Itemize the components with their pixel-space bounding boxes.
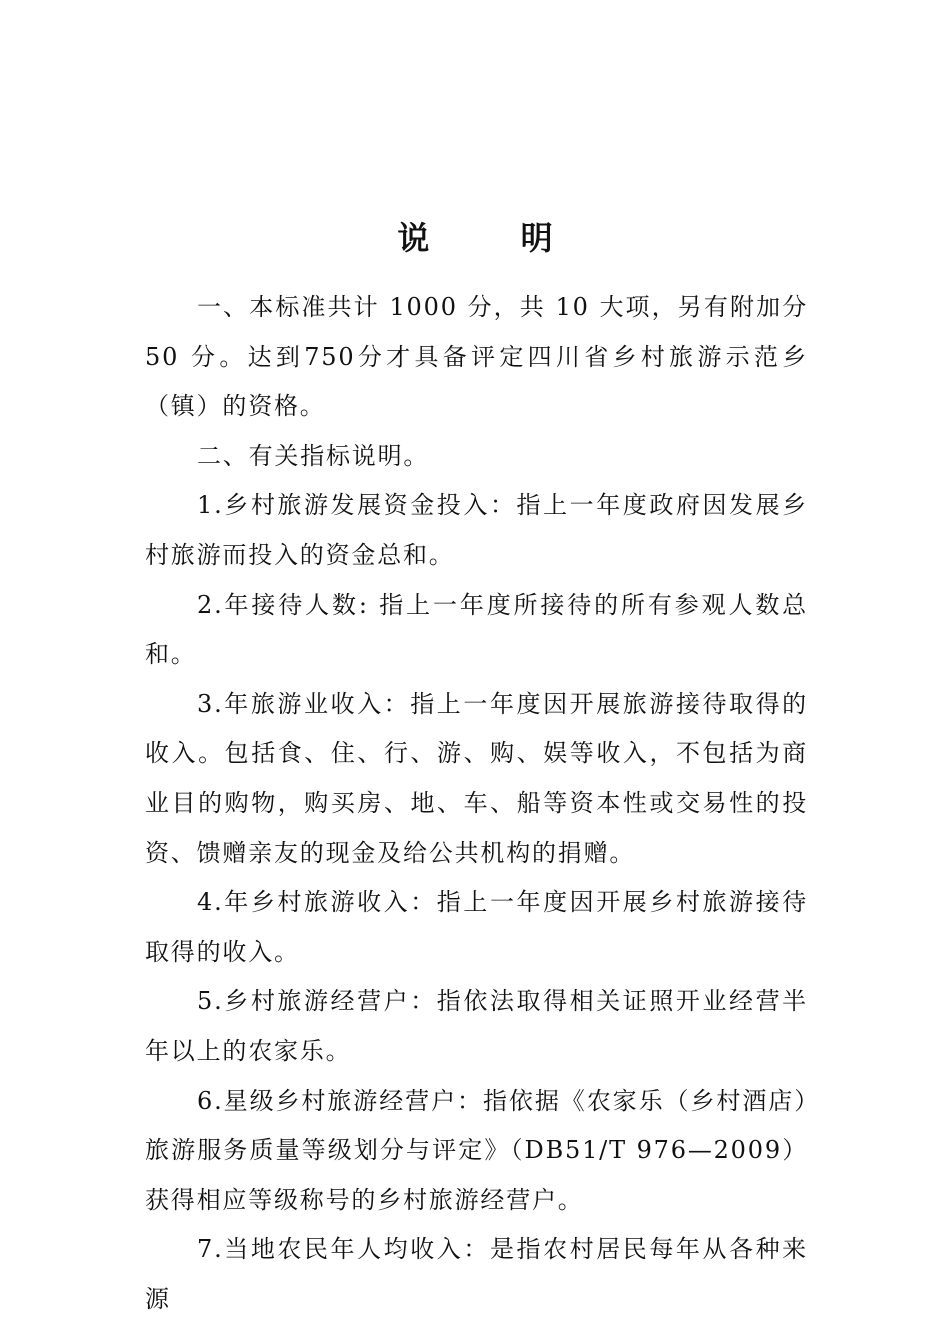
document-body: [145, 283, 808, 1324]
paragraph-rural-tourism-revenue: 4.年乡村旅游收入：指上一年度因开展乡村旅游接待取得的收入。: [145, 888, 808, 966]
paragraph-annual-tourism-revenue: 3.年旅游业收入：指上一年度因开展旅游接待取得的收入。包括食、住、行、游、购、娱等收入，不包括为商业目的购物，购买房、地、车、船等资本性或交易性的投资、馈赠亲友的现金及给公共机构的捐赠。: [145, 689, 808, 867]
paragraph-annual-visitors: 2.年接待人数: 指上一年度所接待的所有参观人数总和。: [145, 590, 808, 669]
paragraph-total-score: 一、本标准共计 1000 分，共 10 大项，另有附加分 50 分。达到750分才具备评定四川省乡村旅游示范乡（镇）的资格。: [145, 293, 808, 421]
page-title: 说 明: [397, 219, 593, 257]
paragraph-rural-operators: 5.乡村旅游经营户：指依法取得相关证照开业经营半年以上的农家乐。: [145, 987, 808, 1065]
paragraph-tourism-investment: 1.乡村旅游发展资金投入：指上一年度政府因发展乡村旅游而投入的资金总和。: [145, 491, 808, 569]
paragraph-farmer-income: 7.当地农民年人均收入：是指农村居民每年从各种来源: [145, 1235, 808, 1313]
paragraph-star-operators: 6.星级乡村旅游经营户：指依据《农家乐（乡村酒店）旅游服务质量等级划分与评定》（DB51/T 976—2009）获得相应等级称号的乡村旅游经营户。: [145, 1086, 808, 1214]
paragraph-indicator-heading: 二、有关指标说明。: [197, 441, 430, 470]
